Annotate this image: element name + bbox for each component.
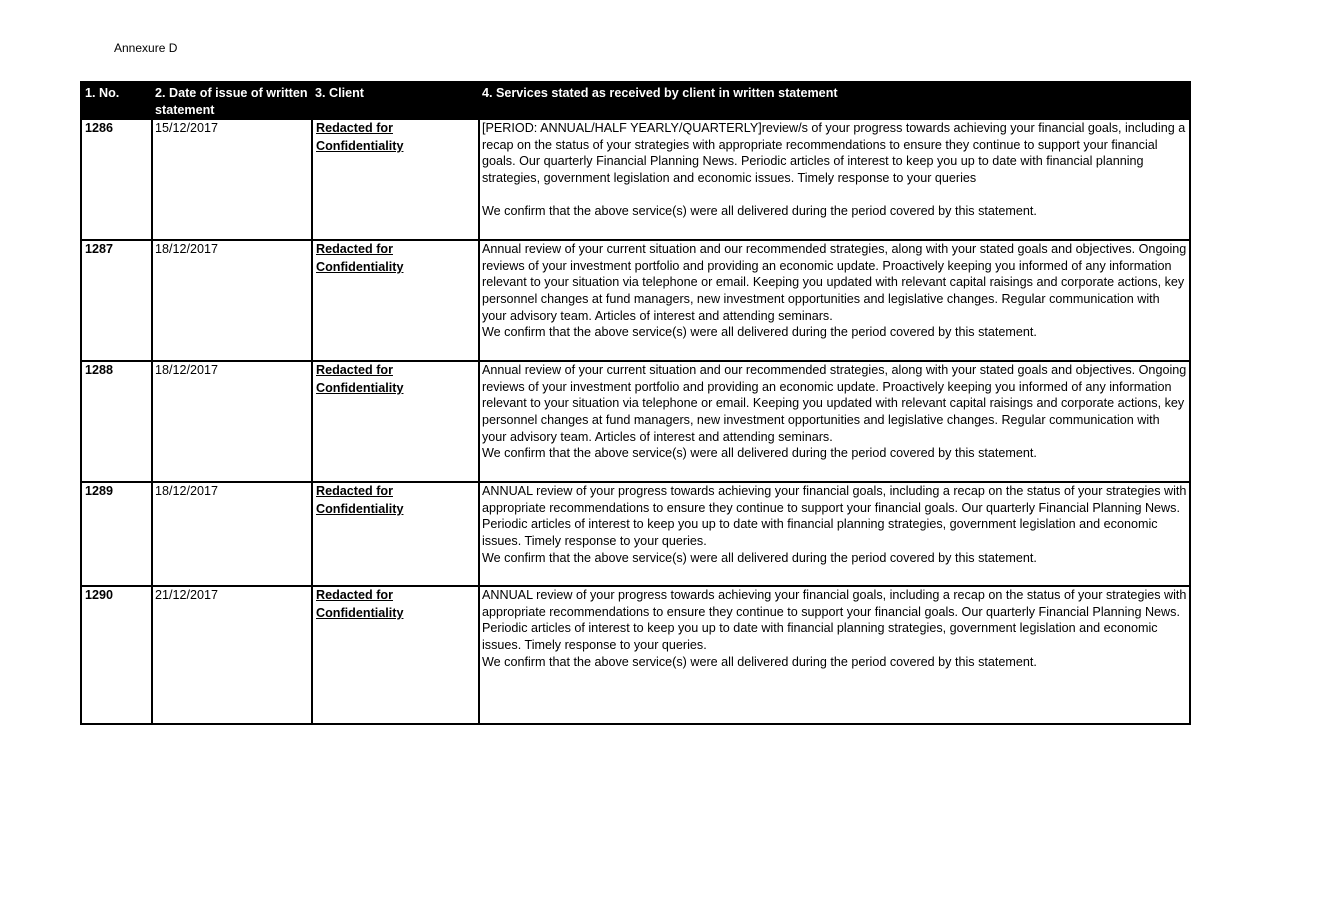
services-text: ANNUAL review of your progress towards achieving your financial goals, including a recap on the status of your strategies with appropriate recommendations to ensure they continue to support your financial goals. Our quarterly Financial Planning News. Periodic articles of interest to keep you up to date with financial planning strategies, government legislation and economic issues. Timely response to your queries. xyxy=(482,484,1187,548)
row-client xyxy=(312,119,479,240)
row-client xyxy=(312,240,479,361)
table-header xyxy=(81,82,1190,119)
client-redacted-line1: Redacted for xyxy=(316,484,393,499)
services-text: ANNUAL review of your progress towards achieving your financial goals, including a recap on the status of your strategies with appropriate recommendations to ensure they continue to support your financial goals. Our quarterly Financial Planning News. Periodic articles of interest to keep you up to date with financial planning strategies, government legislation and economic issues. Timely response to your queries. xyxy=(482,588,1187,652)
client-redacted-line1: Redacted for xyxy=(316,588,393,603)
header-date: 2. Date of issue of written statement xyxy=(152,82,312,119)
row-services xyxy=(479,240,1190,361)
row-number: 1288 xyxy=(81,361,152,482)
row-date: 18/12/2017 xyxy=(152,240,312,361)
row-number: 1287 xyxy=(81,240,152,361)
services-confirmation: We confirm that the above service(s) were all delivered during the period covered by this statement. xyxy=(482,550,1037,565)
row-date: 15/12/2017 xyxy=(152,119,312,240)
client-redacted-line1: Redacted for xyxy=(316,242,393,257)
client-redacted-line1: Redacted for xyxy=(316,121,393,136)
services-confirmation: We confirm that the above service(s) were all delivered during the period covered by this statement. xyxy=(482,204,1037,219)
row-number: 1290 xyxy=(81,586,152,724)
row-services xyxy=(479,361,1190,482)
table-row xyxy=(81,240,1190,361)
header-row xyxy=(81,82,1190,119)
row-date: 18/12/2017 xyxy=(152,361,312,482)
row-services xyxy=(479,482,1190,586)
row-number: 1289 xyxy=(81,482,152,586)
services-text: Annual review of your current situation and our recommended strategies, along with your stated goals and objectives. Ongoing reviews of your investment portfolio and providing an economic update. Proactively keeping you informed of any information relevant to your situation via telephone or email. Keeping you updated with relevant capital raisings and corporate actions, key personnel changes at fund managers, new investment opportunities and legislative changes. Regular communication with your advisory team. Articles of interest and attending seminars. xyxy=(482,363,1187,444)
table-row xyxy=(81,361,1190,482)
row-client xyxy=(312,586,479,724)
row-client xyxy=(312,361,479,482)
client-redacted-line2: Confidentiality xyxy=(316,380,404,395)
client-redacted-line2: Confidentiality xyxy=(316,501,404,516)
row-services xyxy=(479,586,1190,724)
row-date: 18/12/2017 xyxy=(152,482,312,586)
row-services xyxy=(479,119,1190,240)
client-redacted-line2: Confidentiality xyxy=(316,138,404,153)
services-confirmation: We confirm that the above service(s) were all delivered during the period covered by this statement. xyxy=(482,446,1037,461)
services-text: [PERIOD: ANNUAL/HALF YEARLY/QUARTERLY]review/s of your progress towards achieving your financial goals, including a recap on the status of your strategies with appropriate recommendations to ensure they continue to support your financial goals. Our quarterly Financial Planning News. Periodic articles of interest to keep you up to date with financial planning strategies, government legislation and economic issues. Timely response to your queries xyxy=(482,121,1186,185)
table-row xyxy=(81,119,1190,240)
row-number: 1286 xyxy=(81,119,152,240)
header-services: 4. Services stated as received by client in written statement xyxy=(479,82,1190,119)
services-text: Annual review of your current situation and our recommended strategies, along with your stated goals and objectives. Ongoing reviews of your investment portfolio and providing an economic update. Proactively keeping you informed of any information relevant to your situation via telephone or email. Keeping you updated with relevant capital raisings and corporate actions, key personnel changes at fund managers, new investment opportunities and legislative changes. Regular communication with your advisory team. Articles of interest and attending seminars. xyxy=(482,242,1187,323)
header-number: 1. No. xyxy=(81,82,152,119)
table-row xyxy=(81,586,1190,724)
row-client xyxy=(312,482,479,586)
client-redacted-line1: Redacted for xyxy=(316,363,393,378)
services-confirmation: We confirm that the above service(s) were all delivered during the period covered by this statement. xyxy=(482,325,1037,340)
annexure-label: Annexure D xyxy=(114,41,178,55)
client-redacted-line2: Confidentiality xyxy=(316,259,404,274)
table-row xyxy=(81,482,1190,586)
header-client: 3. Client xyxy=(312,82,479,119)
client-redacted-line2: Confidentiality xyxy=(316,605,404,620)
services-confirmation: We confirm that the above service(s) were all delivered during the period covered by this statement. xyxy=(482,654,1037,669)
statements-table xyxy=(80,81,1191,725)
row-date: 21/12/2017 xyxy=(152,586,312,724)
